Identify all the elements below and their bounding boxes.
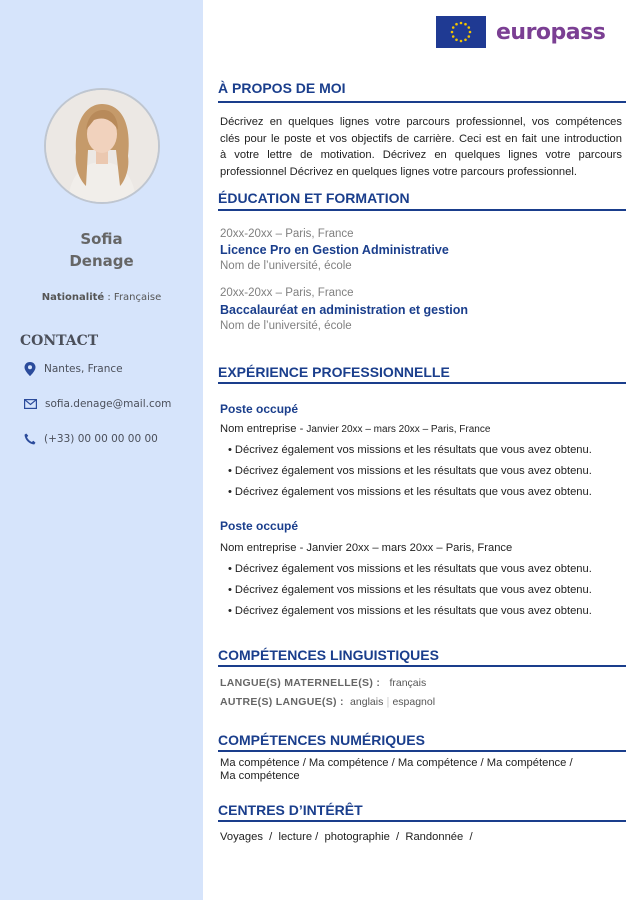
location-text: Nantes, France	[44, 363, 123, 375]
education-divider	[218, 209, 626, 211]
contact-email	[24, 398, 171, 410]
about-text	[220, 114, 622, 180]
nationality-separator: :	[104, 292, 114, 303]
job-company-line	[220, 423, 490, 435]
job-bullet: • Décrivez également vos missions et les résultats que vous avez obtenu.	[228, 465, 592, 486]
digital-divider	[218, 750, 626, 752]
interests-list: Voyages / lecture / photographie / Randonnée /	[220, 831, 473, 843]
native-language-label: LANGUE(S) MATERNELLE(S) :	[220, 677, 381, 689]
phone-icon	[24, 433, 36, 445]
interest-item: photographie	[324, 831, 390, 843]
job-position: Poste occupé	[220, 519, 299, 533]
job-company-line	[220, 542, 512, 554]
interest-item: Randonnée	[405, 831, 464, 843]
education-school: Nom de l’université, école	[220, 260, 352, 272]
nationality-value: Française	[113, 292, 162, 303]
location-pin-icon	[24, 362, 36, 376]
about-title: À PROPOS DE MOI	[218, 80, 346, 96]
about-line: professionnel Décrivez en quelques lignes votre parcours professionnel.	[220, 165, 577, 178]
languages-title: COMPÉTENCES LINGUISTIQUES	[218, 647, 439, 663]
last-name: Denage	[69, 252, 134, 270]
other-languages-label: AUTRE(S) LANGUE(S) :	[220, 696, 344, 708]
job-bullet: • Décrivez également vos missions et les résultats que vous avez obtenu.	[228, 584, 592, 605]
language-separator: |	[386, 696, 390, 708]
education-degree: Licence Pro en Gestion Administrative	[220, 243, 449, 257]
job-bullet: • Décrivez également vos missions et les résultats que vous avez obtenu.	[228, 605, 592, 626]
europass-wordmark: europass	[496, 19, 606, 45]
job-details: Janvier 20xx – mars 20xx – Paris, France	[306, 542, 513, 554]
education-dates: 20xx-20xx – Paris, France	[220, 287, 354, 299]
education-degree: Baccalauréat en administration et gestion	[220, 303, 468, 317]
first-name: Sofia	[80, 230, 123, 248]
about-line: à votre lettre de motivation. Décrivez en quelques lignes votre parcours	[220, 149, 622, 161]
experience-divider	[218, 382, 626, 384]
experience-title: EXPÉRIENCE PROFESSIONNELLE	[218, 364, 450, 380]
email-link[interactable]: sofia.denage@mail.com	[45, 398, 172, 410]
interests-divider	[218, 820, 626, 822]
nationality	[0, 292, 203, 303]
nationality-label: Nationalité	[41, 292, 105, 303]
contact-title: CONTACT	[20, 333, 99, 349]
job-bullet: • Décrivez également vos missions et les résultats que vous avez obtenu.	[228, 486, 592, 507]
other-language-value: anglais	[350, 696, 384, 708]
digital-skills	[220, 757, 573, 783]
portrait-illustration	[46, 90, 158, 202]
digital-title: COMPÉTENCES NUMÉRIQUES	[218, 732, 425, 748]
education-dates: 20xx-20xx – Paris, France	[220, 228, 354, 240]
profile-photo	[44, 88, 160, 204]
eu-flag-icon	[436, 16, 486, 48]
about-line: Décrivez en quelques lignes votre parcours professionnel, vos compétences	[220, 116, 622, 128]
interest-item: Voyages	[220, 831, 263, 843]
native-language-row	[220, 677, 426, 689]
job-position: Poste occupé	[220, 402, 299, 416]
digital-skills-line: Ma compétence	[220, 770, 300, 782]
about-divider	[218, 101, 626, 103]
job-bullet: • Décrivez également vos missions et les résultats que vous avez obtenu.	[228, 444, 592, 465]
job-bullets	[228, 444, 592, 507]
other-languages-row	[220, 696, 435, 708]
envelope-icon	[24, 399, 37, 409]
phone-text: (+33) 00 00 00 00 00	[44, 433, 158, 445]
job-details: Janvier 20xx – mars 20xx – Paris, France	[306, 424, 491, 435]
job-bullet: • Décrivez également vos missions et les résultats que vous avez obtenu.	[228, 563, 592, 584]
about-line: clés pour le poste et vos objectifs de carrière. Ceci est en fait une introduction	[220, 132, 622, 145]
interest-item: lecture	[278, 831, 313, 843]
job-company: Nom entreprise -	[220, 542, 307, 554]
native-language-value: français	[389, 677, 427, 689]
interests-title: CENTRES D’INTÉRÊT	[218, 802, 363, 818]
contact-location	[24, 362, 123, 376]
job-bullets	[228, 563, 592, 626]
job-company: Nom entreprise -	[220, 423, 307, 435]
contact-phone	[24, 433, 158, 445]
education-school: Nom de l’université, école	[220, 320, 352, 332]
digital-skills-line: Ma compétence / Ma compétence / Ma compétence / Ma compétence /	[220, 757, 573, 769]
europass-logo	[436, 16, 605, 48]
education-title: ÉDUCATION ET FORMATION	[218, 190, 410, 206]
other-language-value: espagnol	[392, 696, 436, 708]
languages-divider	[218, 665, 626, 667]
